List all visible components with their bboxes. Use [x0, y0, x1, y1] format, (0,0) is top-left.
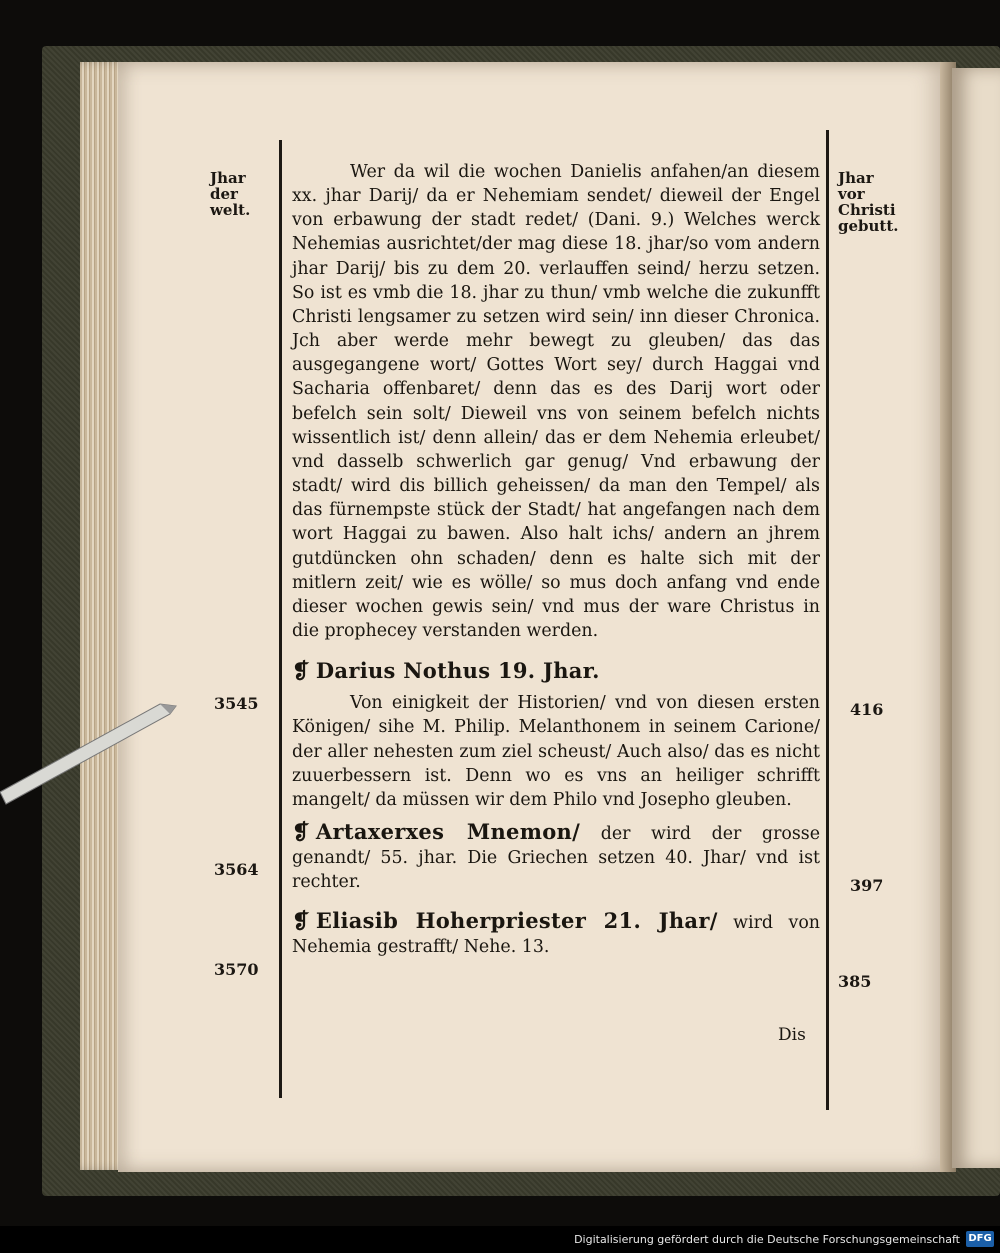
entry-darius: [292, 659, 820, 685]
page-pointer-tool: [0, 700, 190, 810]
entry-artaxerxes: [292, 820, 820, 894]
facing-page-edge: [952, 68, 1000, 1168]
year-before-christ-1: 416: [850, 700, 884, 719]
entry-heading: [292, 658, 600, 683]
entry-heading: [292, 819, 580, 844]
dfg-logo: DFG: [966, 1231, 994, 1247]
entry-eliasib-text: wird von Nehemia gestrafft/ Nehe. 13.: [292, 912, 820, 957]
catchword: Dis: [778, 1025, 806, 1045]
year-before-christ-2: 397: [850, 876, 884, 895]
entry-heading-text: Darius Nothus 19. Jhar.: [315, 658, 600, 684]
main-paragraph: Wer da wil die wochen Danielis anfahen/an diesem xx. jhar Darij/ da er Nehemiam sendet/ dieweil der Engel von erbawung der stadt redet/ (Dani. 9.) Welches werck Nehemias ausrichtet/der mag diese 18. jhar/so vom andern jhar Darij/ bis zu dem 20. verlauffen seind/ herzu setzen. So ist es vmb die 18. jhar zu thun/ vmb welche die zukunfft Christi lengsamer zu setzen wird sein/ inn dieser Chronica. Jch aber werde mehr bewegt zu gleuben/ das das ausgegangene wort/ Gottes Wort sey/ durch Haggai vnd Sacharia offenbaret/ denn das es des Darij wort oder befelch sein solt/ Dieweil vns von seinem befelch nichts wissentlich ist/ denn allein/ das er dem Nehemia erleubet/ vnd dasselb schwerlich gar genug/ Vnd erbawung der stadt/ wird dis billich geheissen/ da man den Tempel/ als das fürnempste stück der Stadt/ hat angefangen nach dem wort Haggai zu bawen. Also halt ichs/ andern an jhrem gutdüncken ohn schaden/ denn es halte sich mit der mitlern zeit/ wie es wölle/ so mus doch anfang vnd ende dieser wochen gewis sein/ vnd mus der ware Christus in die prophecey verstanden werden.: [292, 162, 820, 641]
pilcrow-mark: ❡: [292, 658, 310, 684]
left-column-rule: [279, 140, 282, 1098]
left-margin-header: Jhar der welt.: [210, 169, 251, 219]
entry-eliasib: [292, 909, 820, 959]
year-world-3: 3570: [214, 960, 259, 979]
year-before-christ-3: 385: [838, 972, 872, 991]
pilcrow-mark: ❡: [292, 907, 310, 933]
right-margin-header: Jhar vor Christi gebutt.: [838, 169, 899, 235]
entry-heading-text: Eliasib Hoherpriester 21. Jhar/: [315, 907, 718, 933]
right-column-rule: [826, 130, 829, 1110]
entry-heading: [292, 908, 718, 933]
footer-credit: Digitalisierung gefördert durch die Deutsche Forschungsgemeinschaft: [574, 1233, 960, 1246]
pilcrow-mark: ❡: [292, 819, 310, 845]
year-world-2: 3564: [214, 860, 259, 879]
entry-heading-text: Artaxerxes Mnemon/: [315, 819, 581, 845]
entry-artaxerxes-text: der wird der grosse genandt/ 55. jhar. Die Griechen setzen 40. Jhar/ vnd ist rechter.: [292, 824, 820, 893]
entry-darius-text: Von einigkeit der Historien/ vnd von diesen ersten Königen/ sihe M. Philip. Melanthonem in seinem Carione/ der aller nehesten zum ziel scheust/ Auch also/ das es nicht zuuerbessern ist. Denn wo es vns an heiliger schrifft mangelt/ da müssen wir dem Philo vnd Josepho gleuben.: [292, 693, 820, 810]
footer-bar: [0, 1226, 1000, 1253]
main-text-column: [292, 160, 820, 959]
year-world-1: 3545: [214, 694, 259, 713]
